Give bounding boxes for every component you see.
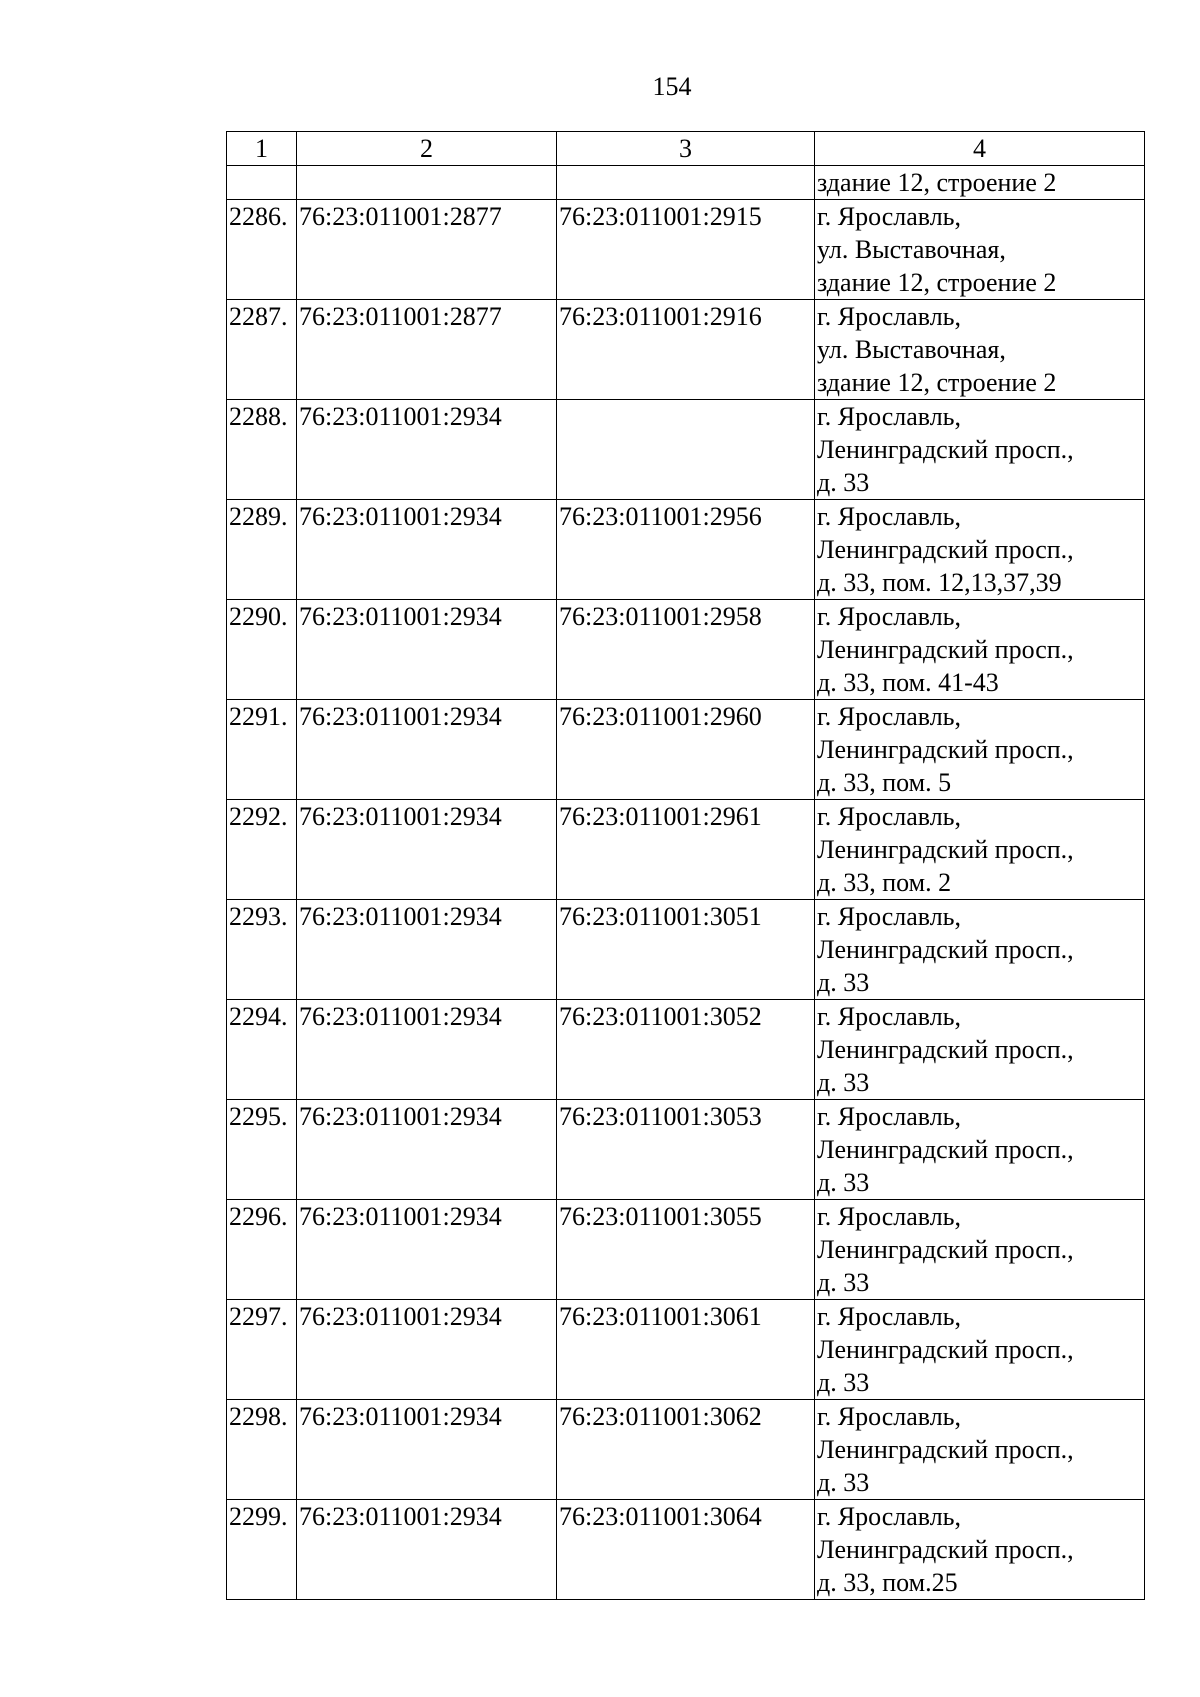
column-header-2: 2 (297, 132, 557, 166)
address-cell-text: г. Ярославль, Ленинградский просп., д. 33, пом. 41-43 (817, 602, 1074, 697)
table-row (227, 300, 1145, 400)
cadastral-number-cell (297, 1300, 557, 1400)
table-row (227, 1000, 1145, 1100)
object-number-cell-text: 76:23:011001:2958 (559, 602, 762, 631)
cadastral-number-cell-text: 76:23:011001:2934 (299, 1102, 502, 1131)
cadastral-number-cell-text: 76:23:011001:2934 (299, 602, 502, 631)
address-cell-text: г. Ярославль, Ленинградский просп., д. 33, пом. 2 (817, 802, 1074, 897)
cadastral-number-cell (297, 900, 557, 1000)
cadastral-number-cell-text: 76:23:011001:2934 (299, 1502, 502, 1531)
object-number-cell (557, 200, 815, 300)
cadastral-number-cell-text: 76:23:011001:2934 (299, 902, 502, 931)
table-row (227, 700, 1145, 800)
address-cell (815, 400, 1145, 500)
cadastral-number-cell-text: 76:23:011001:2934 (299, 702, 502, 731)
cadastral-number-cell-text: 76:23:011001:2934 (299, 402, 502, 431)
object-number-cell (557, 1000, 815, 1100)
table-row (227, 1400, 1145, 1500)
registry-table (226, 131, 1145, 1600)
table-row (227, 1500, 1145, 1600)
address-cell-text: г. Ярославль, Ленинградский просп., д. 33, пом. 12,13,37,39 (817, 502, 1074, 597)
object-number-cell-text: 76:23:011001:3061 (559, 1302, 762, 1331)
object-number-cell-text: 76:23:011001:2915 (559, 202, 762, 231)
table-header-row (227, 132, 1145, 166)
cadastral-number-cell (297, 1400, 557, 1500)
cadastral-number-cell (297, 800, 557, 900)
table-row (227, 800, 1145, 900)
row-number-cell-text: 2289. (229, 502, 288, 531)
address-cell (815, 700, 1145, 800)
row-number-cell (227, 600, 297, 700)
object-number-cell (557, 400, 815, 500)
address-cell (815, 1300, 1145, 1400)
object-number-cell (557, 1400, 815, 1500)
row-number-cell-text: 2291. (229, 702, 288, 731)
object-number-cell-text: 76:23:011001:2960 (559, 702, 762, 731)
row-number-cell-text: 2286. (229, 202, 288, 231)
cadastral-number-cell (297, 1000, 557, 1100)
address-cell-text: г. Ярославль, ул. Выставочная, здание 12, строение 2 (817, 302, 1057, 397)
table-row (227, 1300, 1145, 1400)
address-cell-text: г. Ярославль, ул. Выставочная, здание 12, строение 2 (817, 202, 1057, 297)
object-number-cell (557, 500, 815, 600)
row-number-cell (227, 1100, 297, 1200)
address-cell (815, 1400, 1145, 1500)
cadastral-number-cell (297, 1100, 557, 1200)
object-number-cell (557, 600, 815, 700)
object-number-cell (557, 1200, 815, 1300)
cadastral-number-cell-text: 76:23:011001:2934 (299, 1202, 502, 1231)
object-number-cell-text: 76:23:011001:2961 (559, 802, 762, 831)
row-number-cell (227, 500, 297, 600)
address-cell (815, 200, 1145, 300)
cadastral-number-cell (297, 1500, 557, 1600)
row-number-cell (227, 200, 297, 300)
table-row (227, 1100, 1145, 1200)
column-header-4: 4 (815, 132, 1145, 166)
object-number-cell-text: 76:23:011001:3053 (559, 1102, 762, 1131)
row-number-cell-text: 2296. (229, 1202, 288, 1231)
address-cell (815, 1100, 1145, 1200)
object-number-cell-text: 76:23:011001:3051 (559, 902, 762, 931)
row-number-cell-text: 2293. (229, 902, 288, 931)
cadastral-number-cell (297, 600, 557, 700)
cadastral-number-cell-text: 76:23:011001:2934 (299, 502, 502, 531)
cadastral-number-cell (297, 700, 557, 800)
row-number-cell-text: 2292. (229, 802, 288, 831)
object-number-cell (557, 166, 815, 200)
object-number-cell-text: 76:23:011001:3052 (559, 1002, 762, 1031)
address-cell (815, 1500, 1145, 1600)
row-number-cell-text: 2287. (229, 302, 288, 331)
address-cell-text: г. Ярославль, Ленинградский просп., д. 33 (817, 902, 1074, 997)
address-cell-text: г. Ярославль, Ленинградский просп., д. 33 (817, 1402, 1074, 1497)
table-row (227, 400, 1145, 500)
cadastral-number-cell (297, 200, 557, 300)
cadastral-number-cell (297, 400, 557, 500)
object-number-cell-text: 76:23:011001:2956 (559, 502, 762, 531)
table-row (227, 1200, 1145, 1300)
row-number-cell (227, 1500, 297, 1600)
continuation-row (227, 166, 1145, 200)
table-row (227, 600, 1145, 700)
cadastral-number-cell (297, 500, 557, 600)
table-row (227, 900, 1145, 1000)
table-body (227, 132, 1145, 1600)
row-number-cell-text: 2298. (229, 1402, 288, 1431)
object-number-cell-text: 76:23:011001:3064 (559, 1502, 762, 1531)
address-cell (815, 600, 1145, 700)
address-cell-text: г. Ярославль, Ленинградский просп., д. 33, пом. 5 (817, 702, 1074, 797)
page-number: 154 (652, 72, 692, 101)
table-row (227, 500, 1145, 600)
cadastral-number-cell (297, 300, 557, 400)
object-number-cell (557, 1100, 815, 1200)
object-number-cell-text: 76:23:011001:3055 (559, 1202, 762, 1231)
row-number-cell (227, 166, 297, 200)
object-number-cell (557, 300, 815, 400)
address-cell: здание 12, строение 2 (815, 166, 1145, 200)
address-cell (815, 1000, 1145, 1100)
address-cell (815, 800, 1145, 900)
row-number-cell (227, 300, 297, 400)
object-number-cell (557, 700, 815, 800)
address-cell-text: г. Ярославль, Ленинградский просп., д. 33 (817, 1302, 1074, 1397)
row-number-cell-text: 2297. (229, 1302, 288, 1331)
address-cell (815, 300, 1145, 400)
row-number-cell (227, 900, 297, 1000)
column-header-3: 3 (557, 132, 815, 166)
row-number-cell (227, 1300, 297, 1400)
object-number-cell (557, 800, 815, 900)
row-number-cell-text: 2290. (229, 602, 288, 631)
cadastral-number-cell-text: 76:23:011001:2934 (299, 1302, 502, 1331)
address-cell-text: г. Ярославль, Ленинградский просп., д. 33 (817, 1002, 1074, 1097)
object-number-cell-text: 76:23:011001:2916 (559, 302, 762, 331)
row-number-cell-text: 2288. (229, 402, 288, 431)
object-number-cell (557, 1300, 815, 1400)
address-cell-text: г. Ярославль, Ленинградский просп., д. 33 (817, 1202, 1074, 1297)
row-number-cell (227, 1000, 297, 1100)
row-number-cell (227, 800, 297, 900)
address-cell (815, 500, 1145, 600)
object-number-cell (557, 1500, 815, 1600)
cadastral-number-cell-text: 76:23:011001:2877 (299, 302, 502, 331)
address-cell (815, 900, 1145, 1000)
row-number-cell (227, 700, 297, 800)
cadastral-number-cell (297, 1200, 557, 1300)
row-number-cell (227, 1200, 297, 1300)
object-number-cell (557, 900, 815, 1000)
row-number-cell-text: 2295. (229, 1102, 288, 1131)
cadastral-number-cell-text: 76:23:011001:2934 (299, 1402, 502, 1431)
row-number-cell (227, 1400, 297, 1500)
cadastral-number-cell (297, 166, 557, 200)
object-number-cell-text: 76:23:011001:3062 (559, 1402, 762, 1431)
cadastral-number-cell-text: 76:23:011001:2934 (299, 1002, 502, 1031)
row-number-cell (227, 400, 297, 500)
column-header-1: 1 (227, 132, 297, 166)
row-number-cell-text: 2299. (229, 1502, 288, 1531)
row-number-cell-text: 2294. (229, 1002, 288, 1031)
address-cell-text: г. Ярославль, Ленинградский просп., д. 33, пом.25 (817, 1502, 1074, 1597)
table-row (227, 200, 1145, 300)
address-cell-text: г. Ярославль, Ленинградский просп., д. 33 (817, 1102, 1074, 1197)
cadastral-number-cell-text: 76:23:011001:2934 (299, 802, 502, 831)
address-cell (815, 1200, 1145, 1300)
address-cell-text: г. Ярославль, Ленинградский просп., д. 33 (817, 402, 1074, 497)
cadastral-number-cell-text: 76:23:011001:2877 (299, 202, 502, 231)
